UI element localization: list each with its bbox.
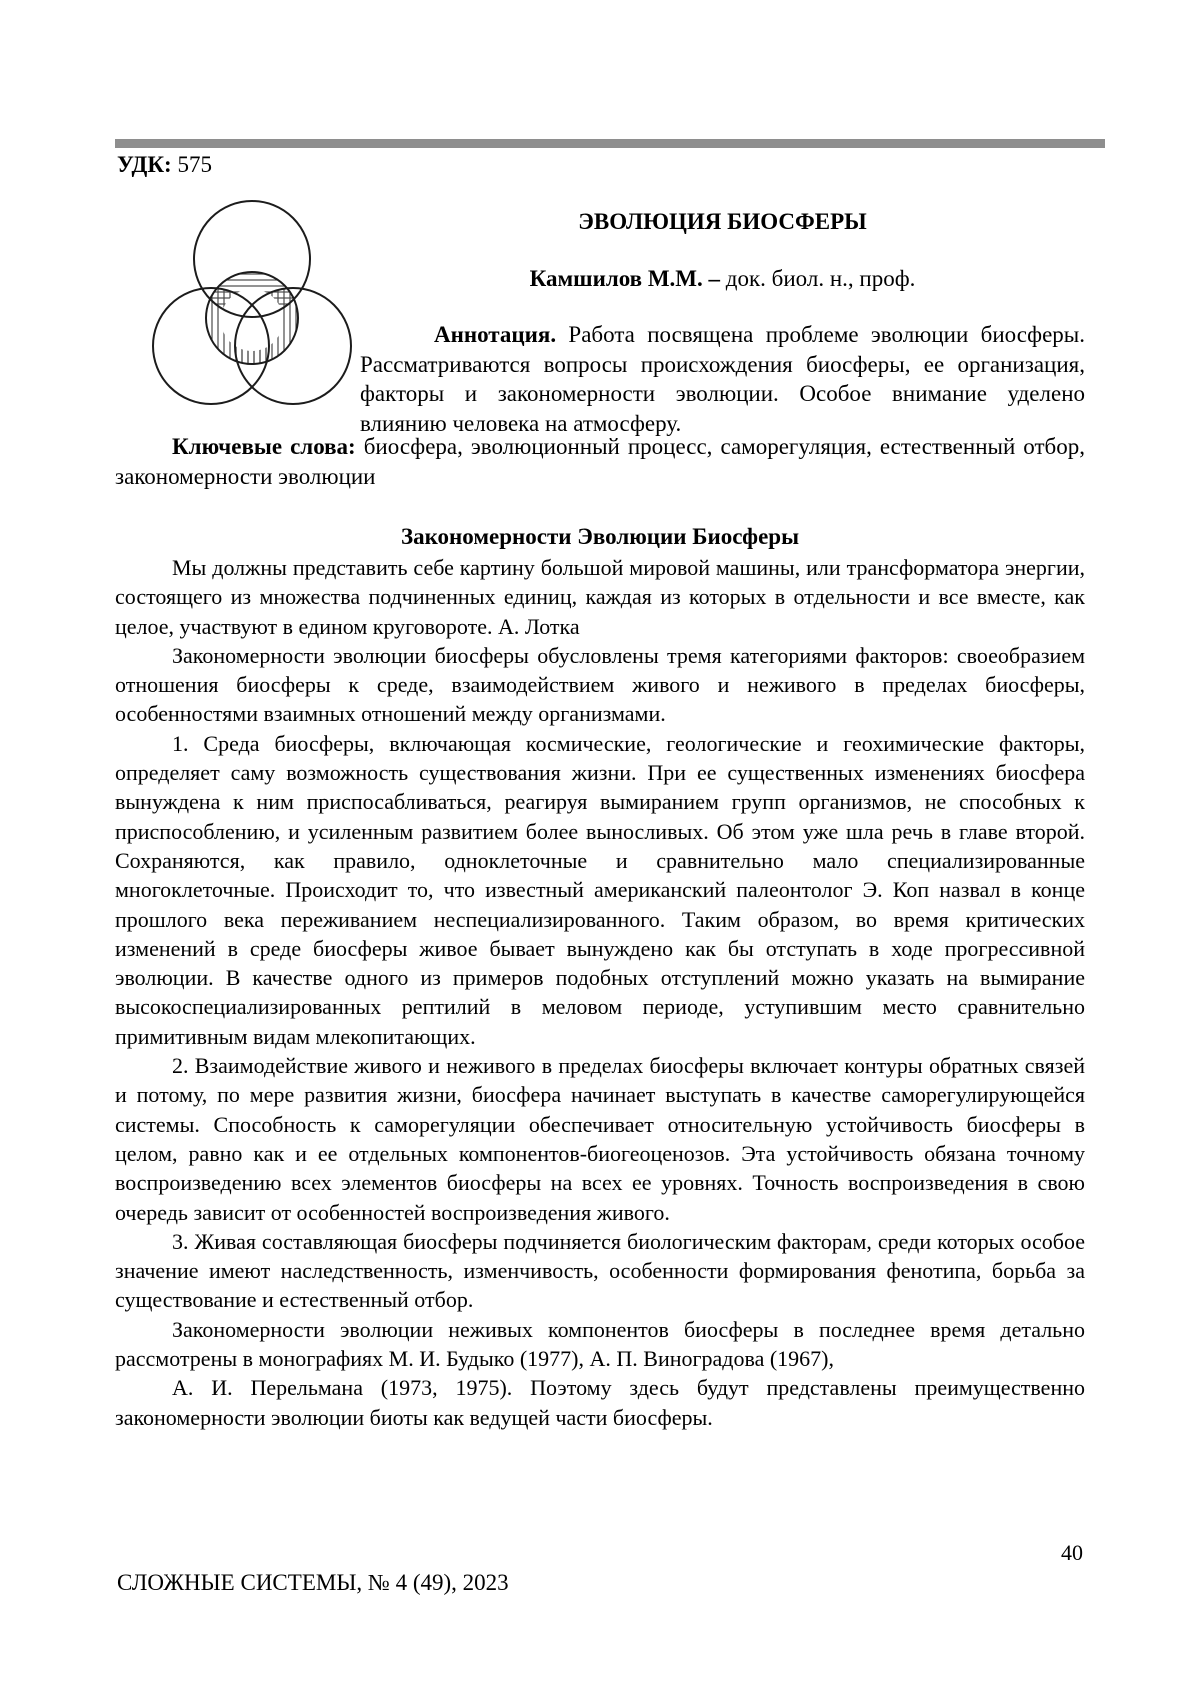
journal-emblem — [115, 183, 360, 433]
author-degree: док. биол. н., проф. — [720, 265, 916, 291]
author-name: Камшилов М.М. – — [529, 265, 721, 291]
udk-line — [117, 152, 212, 178]
page-title: ЭВОЛЮЦИЯ БИОСФЕРЫ — [578, 209, 867, 234]
udk-value: 575 — [171, 152, 212, 177]
keywords-text: биосфера, эволюционный процесс, саморегуляция, естественный отбор, закономерности эволюции — [115, 434, 1085, 489]
paragraph-factor-1: 1. Среда биосферы, включающая космические, геологические и геохимические факторы, определяет саму возможность существования жизни. При ее существенных изменениях биосфера вынуждена к ним приспосабливаться, реагируя вымиранием групп организмов, не способных к приспособлению, и усиленным развитием более выносливых. Об этом уже шла речь в главе второй. Сохраняются, как правило, одноклеточные и сравнительно мало специализированные многоклеточные. Происходит то, что известный американский палеонтолог Э. Коп назвал в конце прошлого века переживанием неспециализированного. Таким образом, во время критических изменений в среде биосферы живое бывает вынуждено как бы отступать в ходе прогрессивной эволюции. В качестве одного из примеров подобных отступлений можно указать на вымирание высокоспециализированных рептилий в меловом периоде, уступившим место сравнительно примитивным видам млекопитающих. — [115, 730, 1085, 1049]
keywords-paragraph — [115, 432, 1085, 492]
page-number: 40 — [1061, 1540, 1083, 1565]
paragraph-factor-3: 3. Живая составляющая биосферы подчиняется биологическим факторам, среди которых особое значение имеют наследственность, изменчивость, особенности формирования фенотипа, борьба за существование и естественный отбор. — [115, 1228, 1085, 1313]
annotation-text: Работа посвящена проблеме эволюции биосферы. Рассматриваются вопросы происхождения биосферы, ее организация, факторы и закономерности эволюции. Особое внимание уделено влиянию человека на атмосферу. — [360, 322, 1085, 436]
keywords-label: Ключевые слова: — [172, 434, 356, 459]
venn-three-circles-icon — [149, 187, 357, 429]
section-heading: Закономерности Эволюции Биосферы — [400, 524, 800, 549]
paragraph-epigraph: Мы должны представить себе картину большой мировой машины, или трансформатора энергии, состоящего из множества подчиненных единиц, каждая из которых в отдельности и все вместе, как целое, участвуют в едином круговороте. А. Лотка — [115, 555, 1085, 639]
paragraph-monographs: Закономерности эволюции неживых компонентов биосферы в последнее время детально рассмотрены в монографиях М. И. Будыко (1977), А. П. Виноградова (1967), — [115, 1316, 1085, 1372]
journal-footer: СЛОЖНЫЕ СИСТЕМЫ, № 4 (49), 2023 — [117, 1570, 509, 1595]
paragraph-factor-2: 2. Взаимодействие живого и неживого в пределах биосферы включает контуры обратных связей и потому, по мере развития жизни, биосфера начинает выступать в качестве саморегулирующейся системы. Способность к саморегуляции обеспечивает относительную устойчивость биосферы в целом, равно как и ее отдельных компонентов-биогеоценозов. Эта устойчивость обязана точному воспроизведению всех элементов биосферы на всех ее уровнях. Точность воспроизведения в свою очередь зависит от особенностей воспроизведения живого. — [115, 1053, 1085, 1225]
annotation-label: Аннотация. — [434, 322, 557, 347]
article-body — [115, 553, 1085, 1432]
udk-label: УДК: — [117, 152, 172, 177]
paragraph-conclusion: А. И. Перельмана (1973, 1975). Поэтому здесь будут представлены преимущественно закономерности эволюции биоты как ведущей части биосферы. — [115, 1375, 1085, 1430]
paragraph-intro: Закономерности эволюции биосферы обусловлены тремя категориями факторов: своеобразием отношения биосферы к среде, взаимодействием живого и неживого в пределах биосферы, особенностями взаимных отношений между организмами. — [115, 642, 1085, 727]
top-rule-divider — [115, 139, 1105, 148]
article-header — [115, 183, 1085, 438]
